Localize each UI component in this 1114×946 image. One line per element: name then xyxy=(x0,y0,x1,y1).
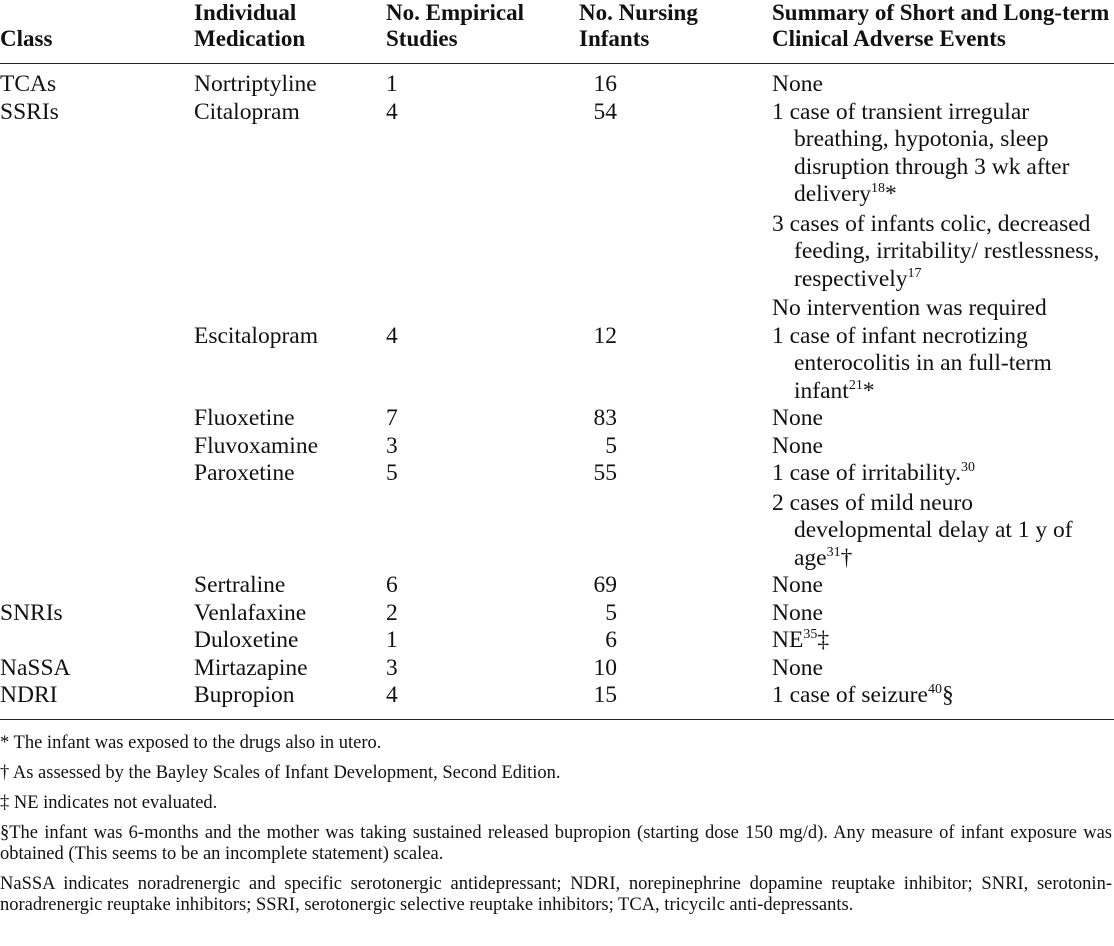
infants-cell xyxy=(579,405,772,433)
medication-cell: Sertraline xyxy=(194,572,286,598)
table-row xyxy=(0,405,1114,433)
adverse-event: 2 cases of mild neuro developmental delay at 1 y of age$^{31}$† xyxy=(772,489,1073,571)
medication-cell: Duloxetine xyxy=(194,627,299,653)
class-cell: NaSSA xyxy=(0,654,71,681)
studies-cell: 5 xyxy=(386,460,398,486)
header-studies: No. Empirical Studies xyxy=(386,0,524,51)
header-summary: Summary of Short and Long-term Clinical Adverse Events xyxy=(772,0,1110,51)
footnote: ‡ NE indicates not evaluated. xyxy=(0,793,218,813)
studies-cell: 1 xyxy=(386,627,398,653)
class-cell xyxy=(0,572,194,600)
infants-cell xyxy=(579,627,772,655)
class-cell: NDRI xyxy=(0,682,58,708)
medication-cell: Mirtazapine xyxy=(194,654,308,681)
footnotes xyxy=(0,733,1112,925)
header-medication: Individual Medication xyxy=(194,0,306,51)
studies-cell: 7 xyxy=(386,405,398,431)
adverse-event: None xyxy=(772,572,823,598)
infants-value: 10 xyxy=(593,654,617,681)
medication-cell: Paroxetine xyxy=(194,460,295,486)
table-row xyxy=(0,600,1114,628)
infants-cell xyxy=(579,460,772,572)
footnote: NaSSA indicates noradrenergic and specific serotonergic antidepressant; NDRI, norepinephrine dopamine reuptake inhibitor; SNRI, serotonin-noradrenergic reuptake inhibitors; SSRI, serotonergic selective reuptake inhibitors; TCA, tricycilc anti-depressants. xyxy=(0,874,1112,915)
footnote: * The infant was exposed to the drugs also in utero. xyxy=(0,733,382,753)
infants-value: 15 xyxy=(593,682,617,708)
infants-value: 69 xyxy=(593,572,617,598)
adverse-event: 1 case of irritability.$^{30}$ xyxy=(772,460,976,486)
footnote: † As assessed by the Bayley Scales of Infant Development, Second Edition. xyxy=(0,763,561,783)
class-cell: SNRIs xyxy=(0,599,63,626)
table-row xyxy=(0,655,1114,683)
studies-cell: 2 xyxy=(386,599,398,626)
class-cell xyxy=(0,627,194,655)
infants-cell xyxy=(579,433,772,461)
table-row xyxy=(0,627,1114,655)
adverse-events-cell xyxy=(772,655,1114,683)
studies-cell: 4 xyxy=(386,322,398,349)
infants-value: 16 xyxy=(593,71,617,97)
studies-cell: 1 xyxy=(386,71,398,97)
adverse-event: None xyxy=(772,71,823,97)
infants-value: 12 xyxy=(593,322,617,349)
infants-value: 55 xyxy=(593,460,617,486)
studies-cell: 4 xyxy=(386,682,398,708)
table-row xyxy=(0,572,1114,600)
class-cell: TCAs xyxy=(0,71,57,97)
reference-number: 18 xyxy=(871,181,885,196)
infants-value: 6 xyxy=(605,627,617,653)
medication-cell: Fluvoxamine xyxy=(194,432,319,459)
adverse-events-cell xyxy=(772,405,1114,433)
adverse-event: 3 cases of infants colic, decreased feeding, irritability/ restlessness, respectively$^{17}$ xyxy=(772,210,1100,292)
table-body xyxy=(0,64,1114,720)
infants-cell xyxy=(579,655,772,683)
table-row xyxy=(0,682,1114,719)
infants-cell xyxy=(579,99,772,323)
adverse-events-cell xyxy=(772,323,1114,406)
studies-cell: 6 xyxy=(386,572,398,598)
studies-cell: 4 xyxy=(386,98,398,125)
class-cell xyxy=(0,405,194,433)
adverse-event: 1 case of infant necrotizing enterocolitis in an full-term infant$^{21}$* xyxy=(772,322,1052,404)
infants-value: 83 xyxy=(593,405,617,431)
class-cell xyxy=(0,433,194,461)
medication-cell: Escitalopram xyxy=(194,322,318,349)
adverse-events-cell xyxy=(772,99,1114,323)
header-class: Class xyxy=(0,26,53,51)
infants-value: 5 xyxy=(605,599,617,626)
adverse-event: 1 case of seizure$^{40}$§ xyxy=(772,682,954,708)
class-cell: SSRIs xyxy=(0,98,59,125)
adverse-events-cell xyxy=(772,433,1114,461)
adverse-events-cell xyxy=(772,600,1114,628)
class-cell xyxy=(0,460,194,572)
adverse-event: None xyxy=(772,654,823,681)
table-row xyxy=(0,433,1114,461)
reference-number: 21 xyxy=(848,377,863,393)
adverse-event: NE$^{35}$‡ xyxy=(772,627,830,653)
table-row xyxy=(0,64,1114,99)
studies-cell: 3 xyxy=(386,654,398,681)
adverse-events-cell xyxy=(772,460,1114,572)
studies-cell: 3 xyxy=(386,432,398,459)
infants-cell xyxy=(579,682,772,719)
adverse-events-cell xyxy=(772,682,1114,719)
table-row xyxy=(0,99,1114,323)
medication-cell: Bupropion xyxy=(194,682,295,708)
infants-cell xyxy=(579,572,772,600)
reference-number: 40 xyxy=(927,682,942,697)
infants-value: 5 xyxy=(605,432,617,459)
infants-cell xyxy=(579,600,772,628)
reference-number: 17 xyxy=(907,265,922,281)
medication-cell: Fluoxetine xyxy=(194,405,295,431)
medication-cell: Nortriptyline xyxy=(194,71,317,97)
table-header xyxy=(0,0,1114,64)
table-row xyxy=(0,323,1114,406)
adverse-events-cell xyxy=(772,627,1114,655)
reference-number: 30 xyxy=(961,460,976,475)
reference-number: 35 xyxy=(803,627,818,642)
footnote: §The infant was 6-months and the mother was taking sustained released bupropion (starting dose 150 mg/d). Any measure of infant exposure was obtained (This seems to be an incomplete statement) scalea. xyxy=(0,823,1112,864)
adverse-event: None xyxy=(772,599,823,626)
adverse-event: No intervention was required xyxy=(772,295,1047,321)
adverse-event: None xyxy=(772,432,823,459)
header-infants: No. Nursing Infants xyxy=(579,0,698,51)
header-row xyxy=(0,0,1114,64)
infants-cell xyxy=(579,64,772,99)
infants-cell xyxy=(579,323,772,406)
table-row xyxy=(0,460,1114,572)
reference-number: 31 xyxy=(826,544,841,560)
adverse-event: 1 case of transient irregular breathing, hypotonia, sleep disruption through 3 wk after delivery$^{18}$* xyxy=(772,98,1070,207)
adverse-events-cell xyxy=(772,572,1114,600)
infants-value: 54 xyxy=(593,98,617,125)
medication-cell: Citalopram xyxy=(194,98,300,125)
adverse-events-cell xyxy=(772,64,1114,99)
class-cell xyxy=(0,323,194,406)
adverse-event: None xyxy=(772,405,823,431)
medication-cell: Venlafaxine xyxy=(194,599,307,626)
